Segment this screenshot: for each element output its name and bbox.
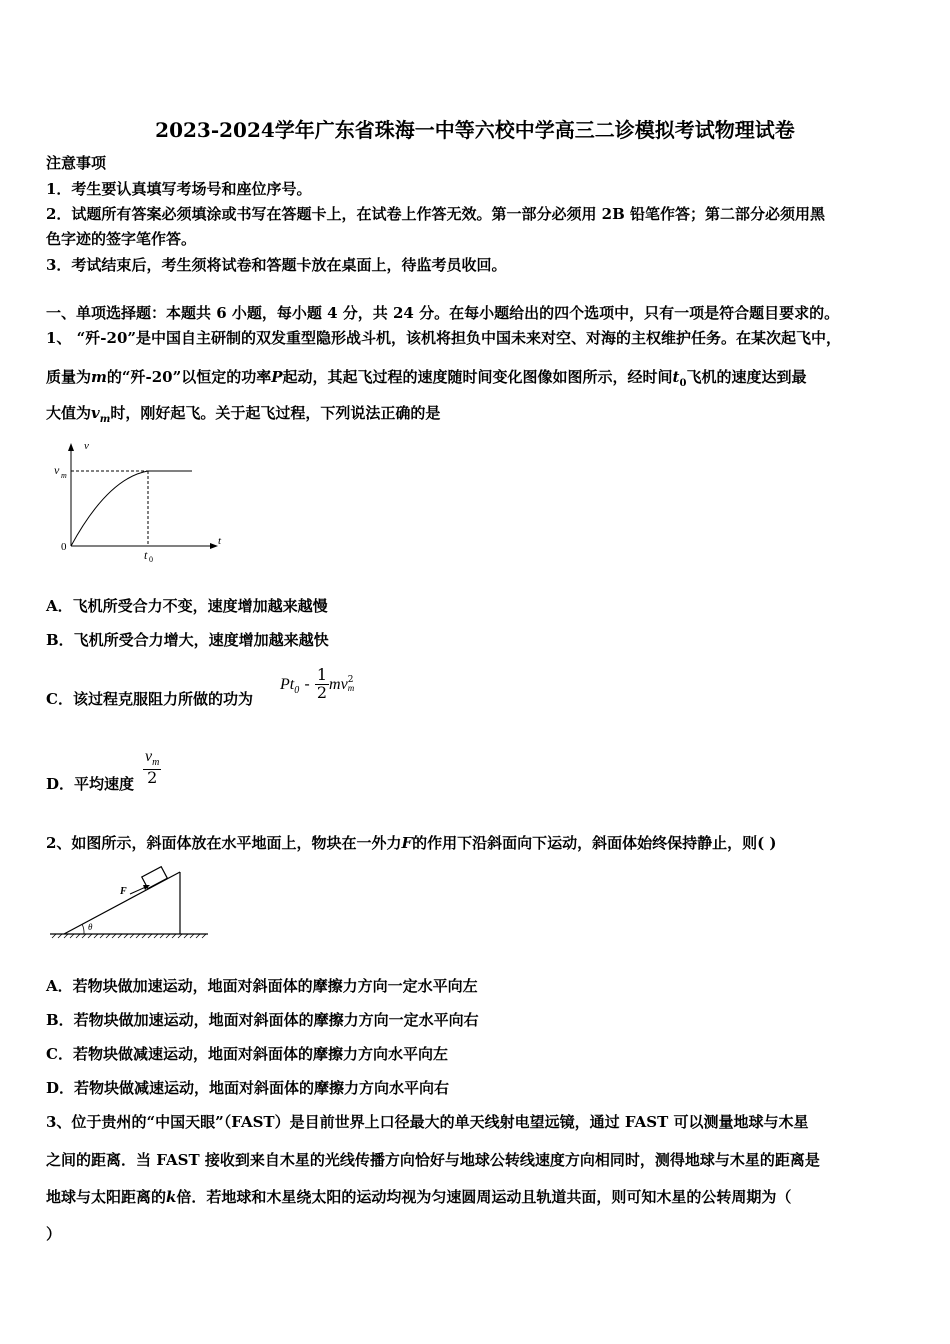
q1-option-d: D．平均速度 bbox=[46, 775, 135, 793]
velocity-time-graph bbox=[46, 438, 236, 564]
y-axis-label: v bbox=[84, 440, 89, 452]
q2-option-b: B．若物块做加速运动，地面对斜面体的摩擦力方向一定水平向右 bbox=[46, 1011, 479, 1029]
q2-line-1: 2、如图所示，斜面体放在水平地面上，物块在一外力F的作用下沿斜面向下运动，斜面体始终保持静止，则( ) bbox=[46, 834, 777, 852]
angle-arc bbox=[82, 924, 84, 934]
q2-option-c: C．若物块做减速运动，地面对斜面体的摩擦力方向水平向左 bbox=[46, 1045, 448, 1063]
q2-option-a: A．若物块做加速运动，地面对斜面体的摩擦力方向一定水平向左 bbox=[46, 977, 478, 995]
q3-line-2: 之间的距离．当 FAST 接收到来自木星的光线传播方向恰好与地球公转线速度方向相同时，测得地球与木星的距离是 bbox=[46, 1151, 820, 1169]
notice-item-3: 3．考试结束后，考生须将试卷和答题卡放在桌面上，待监考员收回。 bbox=[46, 256, 507, 274]
velocity-curve bbox=[71, 471, 148, 546]
notice-heading: 注意事项 bbox=[46, 154, 107, 172]
q1-line-1: 1、 “歼-20”是中国自主研制的双发重型隐形战斗机，该机将担负中国未来对空、对海的主权维护任务。在某次起飞中， bbox=[46, 329, 842, 347]
q1-option-b: B．飞机所受合力增大，速度增加越来越快 bbox=[46, 631, 329, 649]
notice-item-2: 2．试题所有答案必须填涂或书写在答题卡上，在试卷上作答无效。第一部分必须用 2B 铅笔作答；第二部分必须用黑 bbox=[46, 205, 826, 223]
q1-option-a: A．飞机所受合力不变，速度增加越来越慢 bbox=[46, 597, 328, 615]
q1-line-2: 质量为m的“歼-20”以恒定的功率P起动，其起飞过程的速度随时间变化图像如图所示，经时间$t_0$飞机的速度达到最 bbox=[46, 368, 807, 389]
incline-figure bbox=[46, 862, 216, 942]
x-axis-arrow-icon bbox=[210, 543, 218, 549]
force-label: F bbox=[120, 886, 127, 897]
q2-option-d: D．若物块做减速运动，地面对斜面体的摩擦力方向水平向右 bbox=[46, 1079, 450, 1097]
q3-line-4: ） bbox=[46, 1225, 62, 1243]
vm-label-sub: m bbox=[61, 471, 67, 480]
page-title: 2023-2024学年广东省珠海一中等六校中学高三二诊模拟考试物理试卷 bbox=[155, 118, 795, 142]
q1-line-3: 大值为$v_m$时，刚好起飞。关于起飞过程，下列说法正确的是 bbox=[46, 404, 441, 425]
angle-label: θ bbox=[88, 922, 93, 932]
q3-line-3: 地球与太阳距离的k倍．若地球和木星绕太阳的运动均视为匀速圆周运动且轨道共面，则可知木星的公转周期为（ bbox=[46, 1188, 792, 1206]
origin-label: 0 bbox=[61, 541, 67, 553]
section-1-heading: 一、单项选择题：本题共 6 小题，每小题 4 分，共 24 分。在每小题给出的四个选项中，只有一项是符合题目要求的。 bbox=[46, 304, 840, 322]
q1-option-c-formula: $Pt_0$ - $\frac{1}{2}$ mv 2 m bbox=[280, 665, 355, 702]
notice-item-1: 1．考生要认真填写考场号和座位序号。 bbox=[46, 180, 312, 198]
x-axis-label: t bbox=[218, 535, 222, 547]
notice-item-2-cont: 色字迹的签字笔作答。 bbox=[46, 230, 197, 248]
y-axis-arrow-icon bbox=[68, 443, 74, 451]
t0-label: t bbox=[144, 548, 148, 562]
q1-option-c: C．该过程克服阻力所做的功为 bbox=[46, 690, 253, 708]
t0-label-sub: 0 bbox=[149, 555, 153, 564]
q3-line-1: 3、位于贵州的“中国天眼”（FAST）是目前世界上口径最大的单天线射电望远镜，通过 FAST 可以测量地球与木星 bbox=[46, 1113, 809, 1131]
q1-option-d-formula: $\frac{v_m}{2}$ bbox=[145, 748, 160, 787]
vm-label: v bbox=[54, 463, 60, 477]
